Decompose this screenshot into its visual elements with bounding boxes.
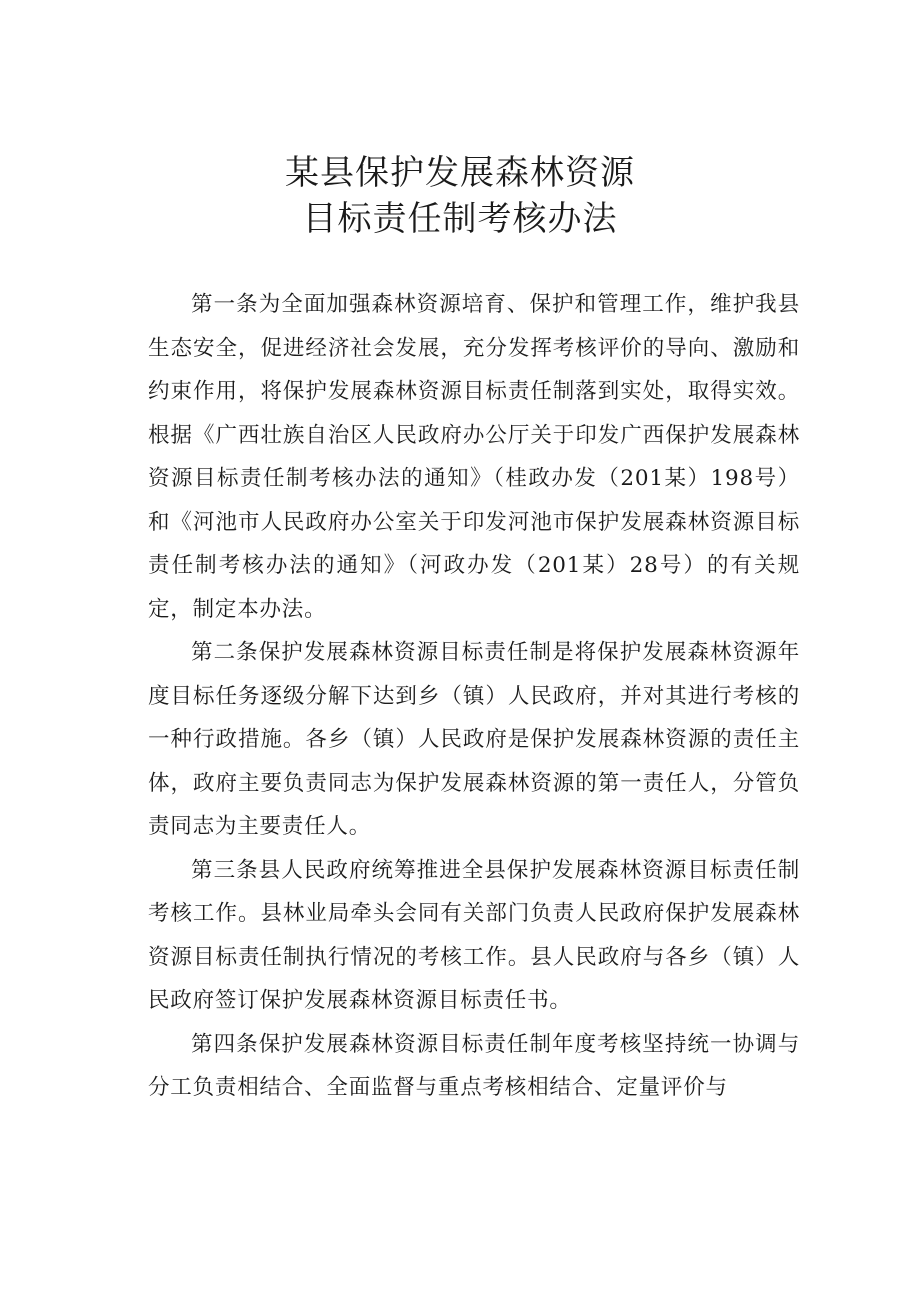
article-4-paragraph: 第四条保护发展森林资源目标责任制年度考核坚持统一协调与分工负责相结合、全面监督与重点考核相结合、定量评价与	[148, 1031, 800, 1100]
article-2-paragraph: 第二条保护发展森林资源目标责任制是将保护发展森林资源年度目标任务逐级分解下达到乡（镇）人民政府，并对其进行考核的一种行政措施。各乡（镇）人民政府是保护发展森林资源的责任主体，政府主要负责同志为保护发展森林资源的第一责任人，分管负责同志为主要责任人。	[148, 640, 800, 839]
title-line-2: 目标责任制考核办法	[302, 199, 618, 239]
article-1-paragraph: 第一条为全面加强森林资源培育、保护和管理工作，维护我县生态安全，促进经济社会发展，充分发挥考核评价的导向、激励和约束作用，将保护发展森林资源目标责任制落到实处，取得实效。根据《广西壮族自治区人民政府办公厅关于印发广西保护发展森林资源目标责任制考核办法的通知》（桂政办发（201某）198号）和《河池市人民政府办公室关于印发河池市保护发展森林资源目标责任制考核办法的通知》（河政办发（201某）28号）的有关规定，制定本办法。	[148, 292, 800, 622]
document-title	[0, 150, 920, 242]
title-line-1: 某县保护发展森林资源	[285, 153, 635, 193]
document-body	[148, 283, 800, 1110]
article-3-paragraph: 第三条县人民政府统筹推进全县保护发展森林资源目标责任制考核工作。县林业局牵头会同有关部门负责人民政府保护发展森林资源目标责任制执行情况的考核工作。县人民政府与各乡（镇）人民政府签订保护发展森林资源目标责任书。	[148, 857, 800, 1013]
